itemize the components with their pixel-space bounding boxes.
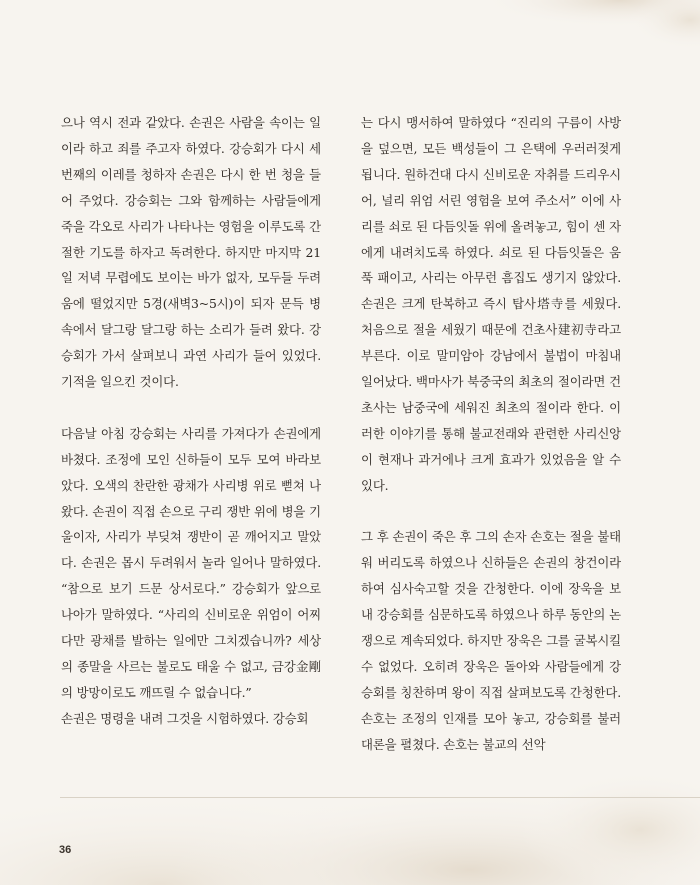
- page-number: 36: [59, 844, 72, 856]
- footer-divider: [60, 797, 700, 798]
- paragraph: 는 다시 맹서하여 말하였다 “진리의 구름이 사방을 덮으면, 모든 백성들이 그 은택에 우러러젖게 됩니다. 원하건대 다시 신비로운 자취를 드리우시어, 널리 위엄 서린 영험을 보여 주소서” 이에 사리를 쇠로 된 다듬잇돌 위에 올려놓고, 힘이 센 자에게 내려치도록 하였다. 쇠로 된 다듬잇돌은 움푹 패이고, 사리는 아무런 흠집도 생기지 않았다. 손권은 크게 탄복하고 즉시 탑사塔寺를 세웠다. 처음으로 절을 세웠기 때문에 건초사建初寺라고 부른다. 이로 말미암아 강남에서 불법이 마침내 일어났다. 백마사가 북중국의 최초의 절이라면 건초사는 남중국에 세워진 최초의 절이라 한다. 이러한 이야기를 통해 불교전래와 관련한 사리신앙이 현재나 과거에나 크게 효과가 있었음을 알 수 있다.: [361, 115, 621, 493]
- paragraph: 으나 역시 전과 같았다. 손권은 사람을 속이는 일이라 하고 죄를 주고자 하였다. 강승회가 다시 세 번째의 이레를 청하자 손권은 다시 한 번 청을 들어 주었다. 강승회는 그와 함께하는 사람들에게 죽을 각오로 사리가 나타나는 영험을 이루도록 간절한 기도를 하자고 독려한다. 하지만 마지막 21일 저녁 무렵에도 보이는 바가 없자, 모두들 두려움에 떨었지만 5경(새벽3~5시)이 되자 문득 병 속에서 달그랑 달그랑 하는 소리가 들려 왔다. 강승회가 가서 살펴보니 과연 사리가 들어 있었다. 기적을 일으킨 것이다.: [61, 115, 321, 390]
- right-text-column: [361, 110, 621, 758]
- paragraph: 다음날 아침 강승회는 사리를 가져다가 손권에게 바쳤다. 조정에 모인 신하들이 모두 모여 바라보았다. 오색의 찬란한 광채가 사리병 위로 뻗쳐 나왔다. 손권이 직접 손으로 구리 쟁반 위에 병을 기울이자, 사리가 부딪쳐 쟁반이 곧 깨어지고 말았다. 손권은 몹시 두려워서 놀라 일어나 말하였다. “참으로 보기 드문 상서로다.” 강승회가 앞으로 나아가 말하였다. “사리의 신비로운 위엄이 어찌 다만 광채를 발하는 일에만 그치겠습니까? 세상의 종말을 사르는 불로도 태울 수 없고, 금강金剛의 방망이로도 깨뜨릴 수 없습니다.”: [61, 425, 321, 700]
- left-text-column: [61, 110, 321, 732]
- paragraph: 손권은 명령을 내려 그것을 시험하였다. 강승회: [61, 710, 309, 726]
- paragraph: 그 후 손권이 죽은 후 그의 손자 손호는 절을 불태워 버리도록 하였으나 신하들은 손권의 창건이라 하여 심사숙고할 것을 간청한다. 이에 장욱을 보내 강승회를 심문하도록 하였으나 하루 동안의 논쟁으로 계속되었다. 하지만 장욱은 그를 굴복시킬 수 없었다. 오히려 장욱은 돌아와 사람들에게 강승회를 칭찬하며 왕이 직접 살펴보도록 간청한다. 손호는 조정의 인재를 모아 놓고, 강승회를 불러 대론을 펼쳤다. 손호는 불교의 선악: [361, 529, 621, 752]
